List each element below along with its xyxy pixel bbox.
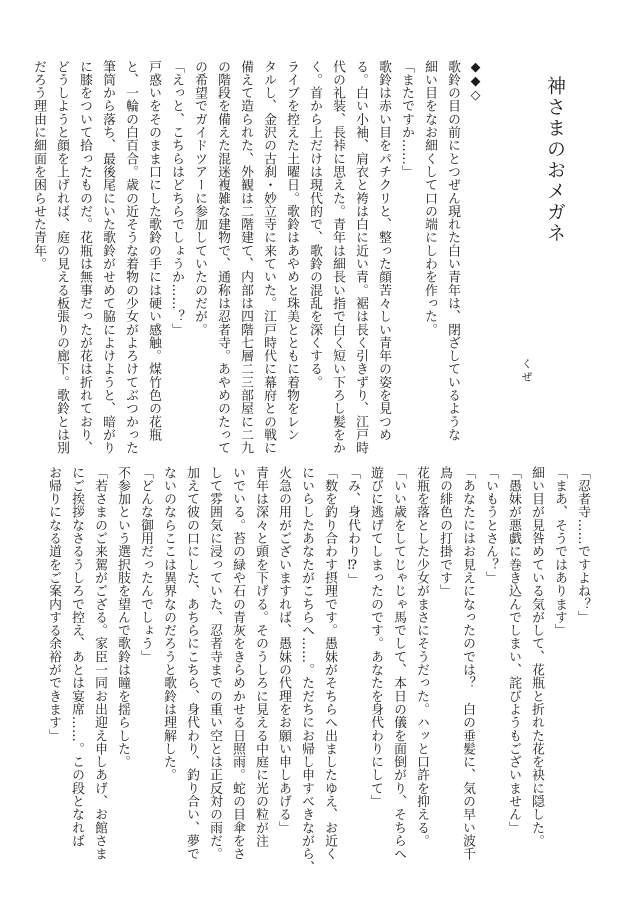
text-line: く。首から上だけは現代的で、歌鈴の混乱を深くする。 (307, 60, 322, 389)
text-line: 「あなたにはお見えになったのでは？ 白の垂髪に、気の早い波千 (460, 466, 475, 861)
text-line: 花瓶を落とした少女がまさにそうだった。ハッと口許を抑える。 (414, 466, 429, 848)
text-line: ライブを控えた土曜日。歌鈴はあやめと珠美とともに着物をレン (284, 60, 299, 442)
text-line: 「まあ、そうではあります」 (552, 466, 567, 637)
text-line: 加えて彼の口にした、あちらにこちら、身代わり、釣り合い、夢で (184, 466, 199, 861)
text-line: 戸惑いをそのまま口にした歌鈴の手には硬い感触。煤竹色の花瓶 (146, 60, 161, 442)
text-line: いでいる。苔の緑や石の青灰をきらめかせる日照雨。蛇の目傘をさ (230, 466, 245, 861)
text-line: タルし、金沢の古刹・妙立寺に来ていた。江戸時代に幕府との戦に (261, 60, 276, 455)
text-line: 火急の用がございますれば、愚妹の代理をお願い申しあげる」 (276, 466, 291, 835)
text-line: 歌鈴は赤い目をパチクリと、整った顔苦々しい青年の姿を見つめ (376, 60, 391, 442)
text-line: 「若さまのご来駕がござる。家臣一同お出迎え申しあげ、お館さま (92, 466, 107, 861)
text-line: 「数を釣り合わす摂理です。愚妹がそちらへ出ましたゆえ、お近く (322, 466, 337, 861)
text-line: 「忍者寺……ですよね？」 (575, 466, 590, 624)
text-line: 青年は深々と頭を下げる。そのうしろに見える中庭に光の粒が注 (253, 466, 268, 848)
text-line: 鳥の緋色の打掛です」 (437, 466, 452, 598)
text-line: だろう理由に細面を困らせた青年。 (31, 60, 46, 271)
text-line: 代の礼装、長裃に思えた。青年は細長い指で白く短い下ろし髪をか (330, 60, 345, 455)
text-line: 備えて造られた、外観は二階建て、内部は四階七層二三部屋に二九 (238, 60, 253, 455)
author-name: くぜ (520, 358, 533, 384)
text-line: 「いい歳をしてじゃじゃ馬でして、本日の儀を面倒がり、そちらへ (391, 466, 406, 861)
text-line: 細い目が見咎めている気がして、花瓶と折れた花を袂に隠した。 (529, 466, 544, 848)
text-line: 「またですか……」 (399, 60, 414, 179)
text-line: 細い目をなお細くして口の端にしわを作った。 (422, 60, 437, 337)
text-line: 「えっと、こちらはどちらでしょうか……？」 (169, 60, 184, 337)
text-line: ないのならここは異界なのだろうと歌鈴は理解した。 (161, 466, 176, 782)
text-line: 不参加という選択肢を望んで歌鈴は瞳を揺らした。 (115, 466, 130, 769)
section-mark: ◆◆◇ (468, 60, 483, 102)
text-line: の階段を備えた混迷複雑な建物で、通称は忍者寺。あやめのたって (215, 60, 230, 455)
text-line: 歌鈴の目の前にとつぜん現れた白い青年は、閉ざしているような (445, 60, 460, 442)
text-line: る。白い小袖、肩衣と袴は白に近い青。裾は長く引きずり、江戸時 (353, 60, 368, 455)
text-line: お帰りになる道をご案内する余裕ができます」 (46, 466, 61, 743)
text-line: 筆筒から落ち、最後尾にいた歌鈴がせめて脇によけようと、暗がり (100, 60, 115, 455)
text-line: にご挨拶なさるうしろで控え、あとは宴席……。この段となれば (69, 466, 84, 848)
lower-text-block (46, 466, 594, 874)
text-line: 遊びに逃げてしまったのです。あなたを身代わりにして」 (368, 466, 383, 808)
text-line: 「み、身代わり⁉」 (345, 466, 360, 587)
text-line: に膝をついて拾ったものだ。花瓶は無事だったが花は折れており、 (77, 60, 92, 455)
text-line: にいらしたあなたがこちらへ……。ただちにお帰し申すべきながら、 (299, 466, 314, 874)
text-line: 「いもうとさん？」 (483, 466, 498, 585)
text-line: 「どんな御用だったんでしょう」 (138, 466, 153, 664)
story-title: 神さまのおメガネ (544, 76, 566, 244)
text-line: と、一輪の白百合。歳の近そうな着物の少女がよろけてぶつかった (123, 60, 138, 455)
upper-text-block (31, 60, 487, 455)
text-line: どうしようと顔を上げれば、庭の見える板張りの廊下。歌鈴とは別 (54, 60, 69, 455)
text-line: の希望でガイドツアーに参加していたのだが。 (192, 60, 207, 337)
text-line: して雰囲気に浸っていた、忍者寺までの重い空とは正反対の雨だ。 (207, 466, 222, 861)
text-line: 「愚妹が悪戯に巻き込んでしまい、詫びようもございません」 (506, 466, 521, 835)
